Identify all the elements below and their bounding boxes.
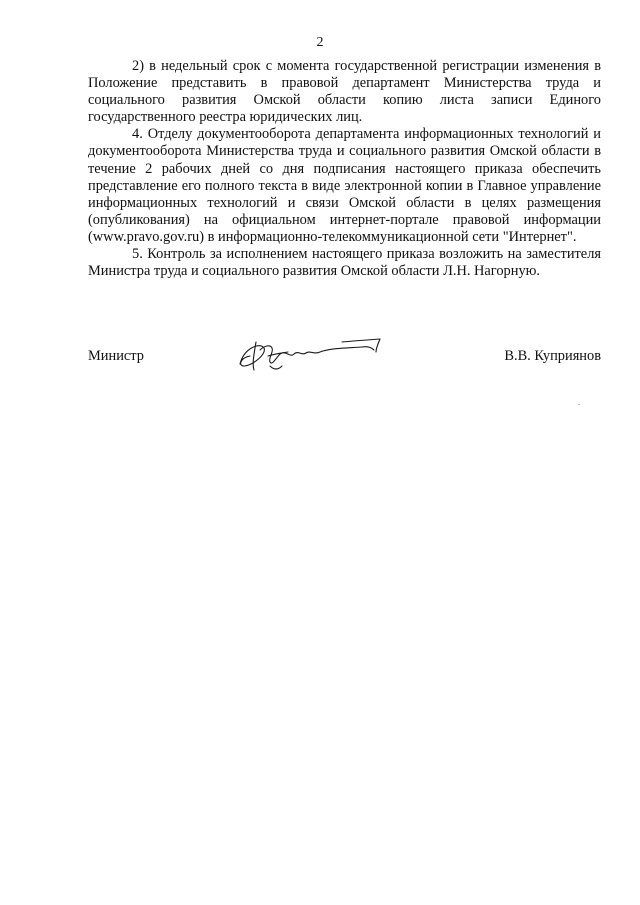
document-body [88,58,601,280]
scan-speck [578,404,580,405]
signatory-title: Министр [88,348,144,364]
paragraph-item-4: 4. Отделу документооборота департамента информационных технологий и документооборота Министерства труда и социального развития Омской области в течение 2 рабочих дней со дня подписания настоящего приказа обеспечить представление его полного текста в виде электронной копии в Главное управление информационных технологий и связи Омской области в целях размещения (опубликования) на официальном интернет-портале правовой информации (www.pravo.gov.ru) в информационно-телекоммуникационной сети "Интернет". [88,126,601,245]
page-number: 2 [316,35,324,50]
paragraph-item-2: 2) в недельный срок с момента государственной регистрации изменения в Положение представить в правовой департамент Министерства труда и социального развития Омской области копию листа записи Единого государственного реестра юридических лиц. [88,58,601,126]
paragraph-item-5: 5. Контроль за исполнением настоящего приказа возложить на заместителя Министра труда и социального развития Омской области Л.Н. Нагорную. [88,246,601,280]
handwritten-signature [230,336,390,376]
signature-block [88,336,601,376]
signatory-name: В.В. Куприянов [504,348,601,364]
